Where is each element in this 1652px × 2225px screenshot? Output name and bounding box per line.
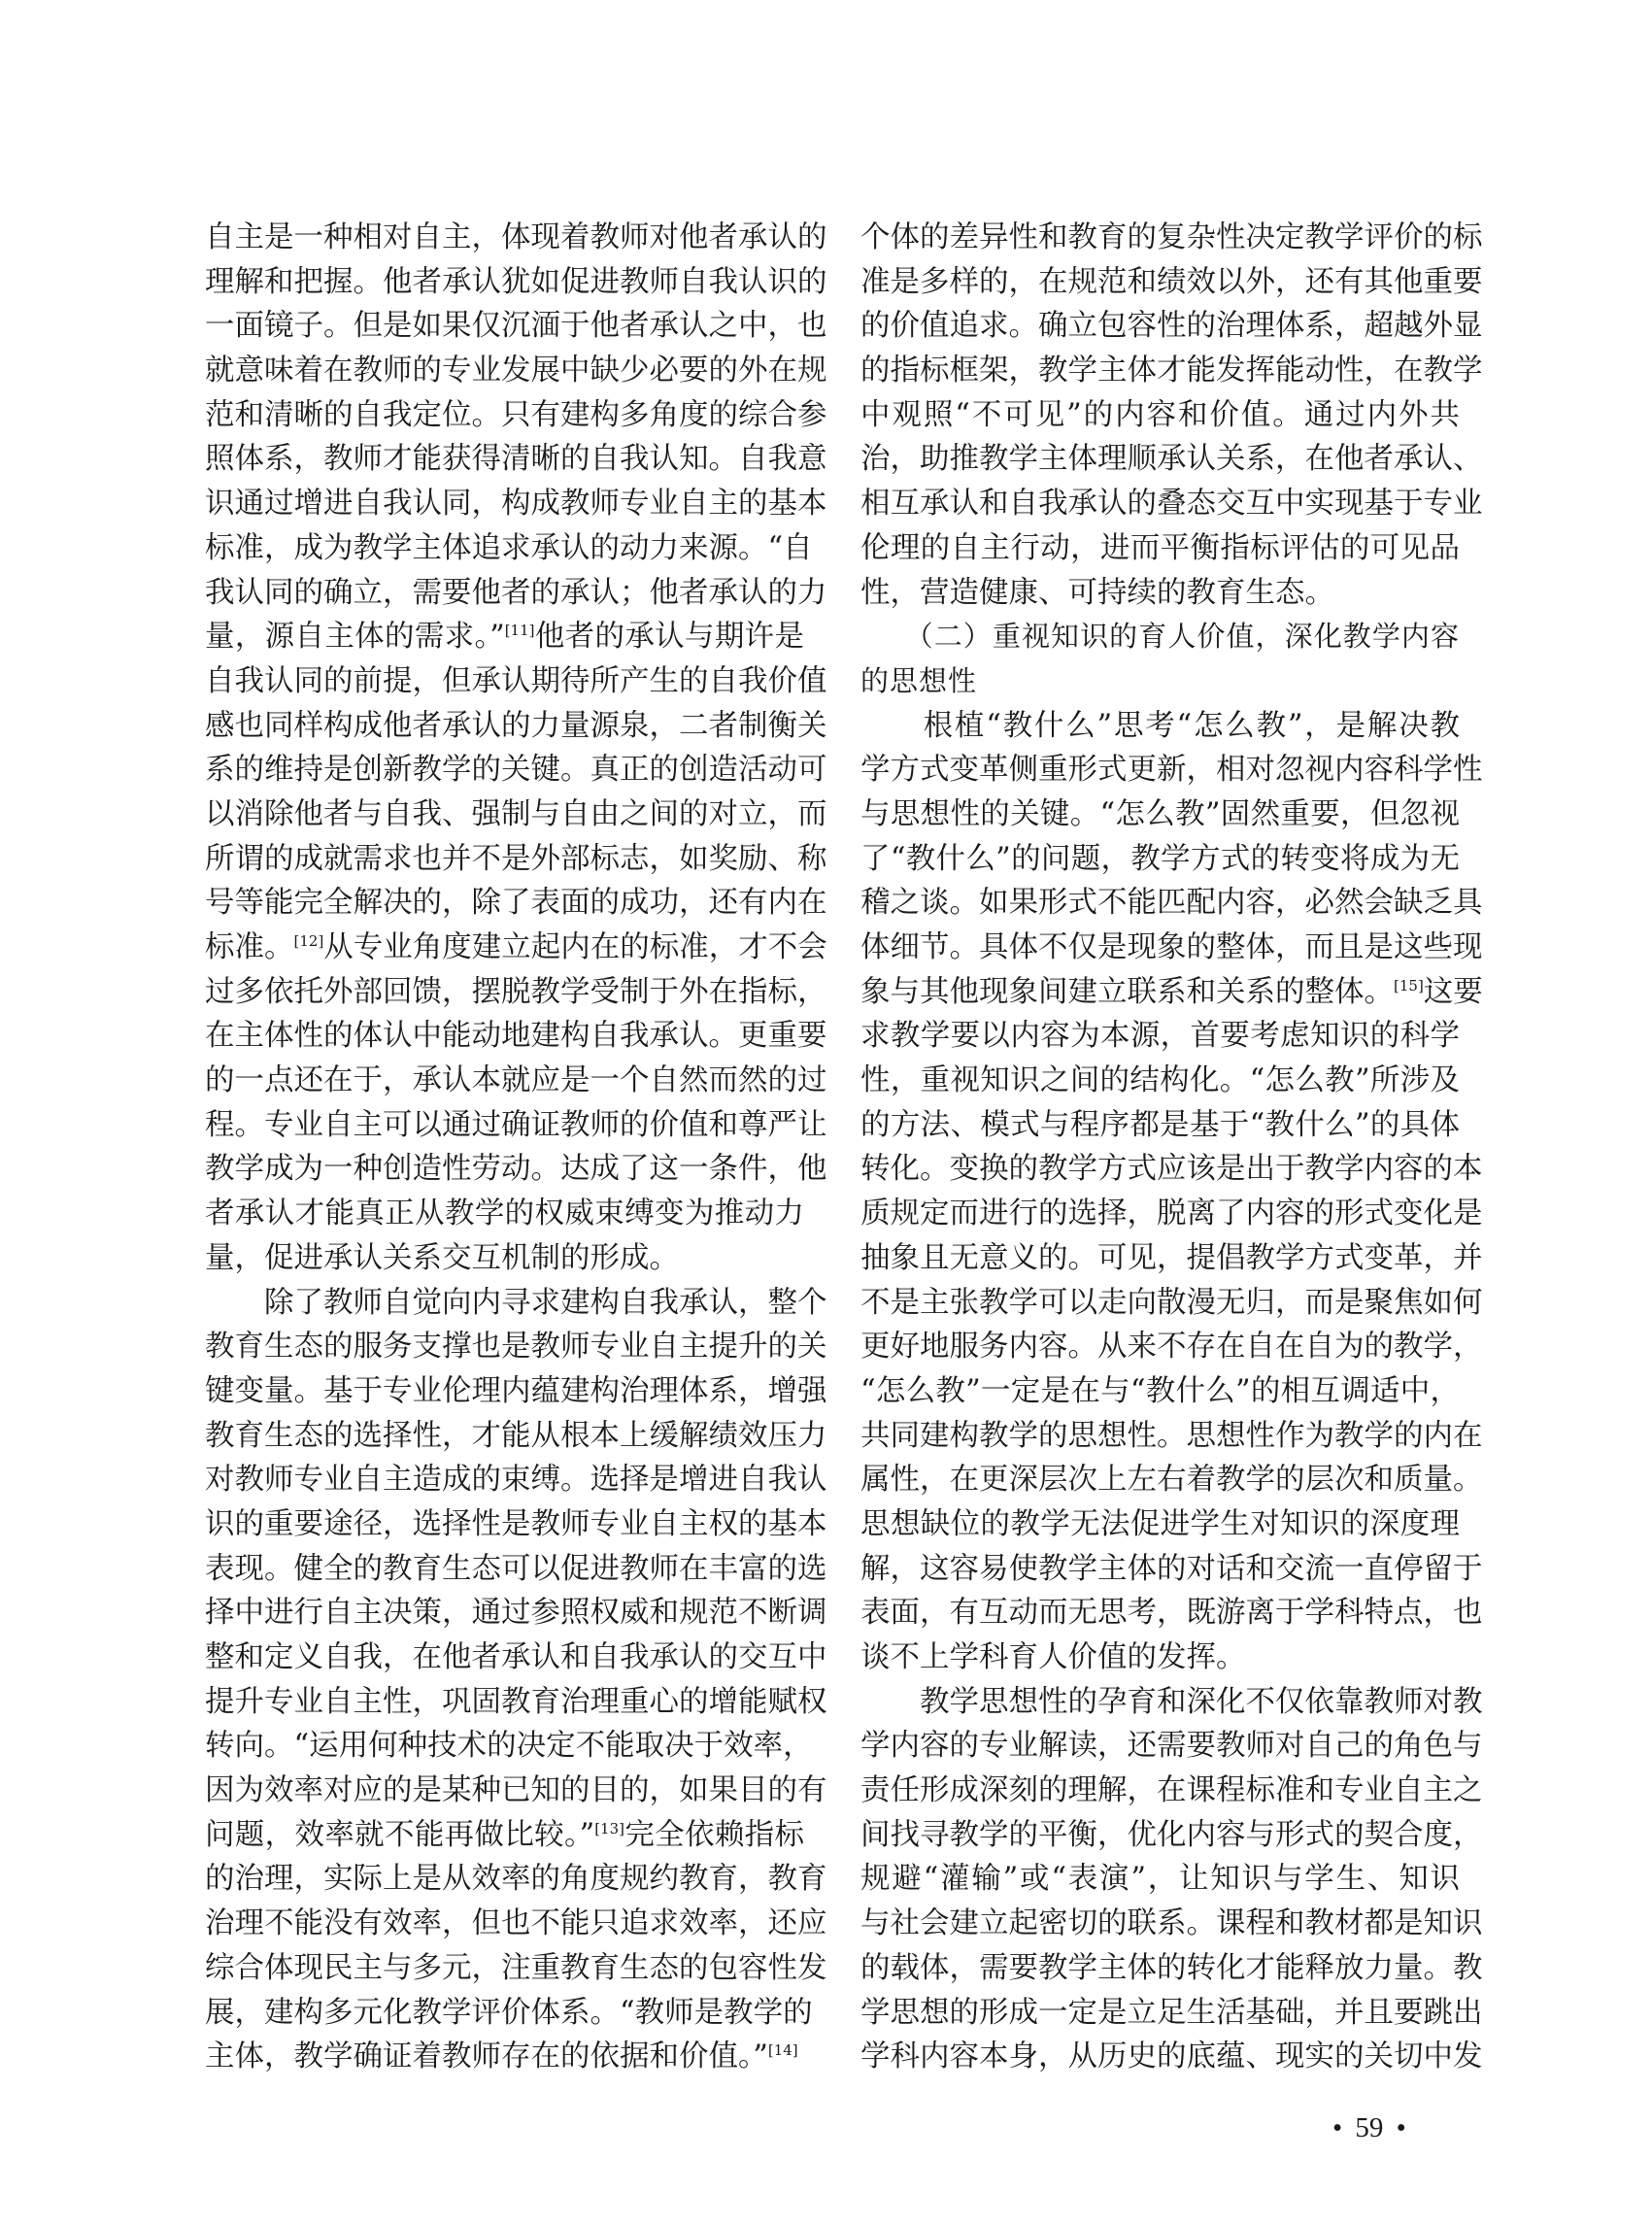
text-line: 象与其他现象间建立联系和关系的整体。[15]这要 (860, 974, 1483, 1009)
text-line: 提升专业自主性，巩固教育治理重心的增能赋权 (205, 1684, 827, 1719)
text-line: 求教学要以内容为本源，首要考虑知识的科学 (860, 1019, 1460, 1054)
citation-ref: [15] (1394, 976, 1424, 995)
text-line: 主体，教学确证着教师存在的依据和价值。”[14] (205, 2040, 798, 2074)
page-number: • 59 • (1332, 2112, 1406, 2143)
text-line: 系的维持是创新教学的关键。真正的创造活动可 (205, 753, 827, 788)
text-line: 理解和把握。他者承认犹如促进教师自我认识的 (205, 264, 827, 299)
text-line: 的指标框架，教学主体才能发挥能动性，在教学 (860, 354, 1483, 388)
text-line: 择中进行自主决策，通过参照权威和规范不断调 (205, 1596, 827, 1631)
citation-ref: [13] (594, 1819, 624, 1837)
text-line: 更好地服务内容。从来不存在自在自为的教学， (860, 1330, 1483, 1365)
text-line: 属性，在更深层次上左右着教学的层次和质量。 (860, 1463, 1483, 1498)
text-line: 学科内容本身，从历史的底蕴、现实的关切中发 (860, 2040, 1483, 2074)
text-line: 伦理的自主行动，进而平衡指标评估的可见品 (860, 530, 1460, 565)
text-line: 标准。[12]从专业角度建立起内在的标准，才不会 (205, 930, 827, 964)
text-line: 学方式变革侧重形式更新，相对忽视内容科学性 (860, 753, 1483, 788)
text-line: 教学思想性的孕育和深化不仅依靠教师对教 (860, 1684, 1483, 1719)
text-line: 量，源自主体的需求。”[11]他者的承认与期许是 (205, 620, 805, 655)
text-line: 以消除他者与自我、强制与自由之间的对立，而 (205, 796, 827, 831)
text-line: 号等能完全解决的，除了表面的成功，还有内在 (205, 886, 827, 921)
text-line: 因为效率对应的是某种已知的目的，如果目的有 (205, 1773, 827, 1808)
text-line: 谈不上学科育人价值的发挥。 (860, 1640, 1246, 1674)
text-line: 不是主张教学可以走向散漫无归，而是聚焦如何 (860, 1285, 1483, 1320)
text-line: 学思想的形成一定是立足生活基础，并且要跳出 (860, 1995, 1483, 2030)
text-line: 表现。健全的教育生态可以促进教师在丰富的选 (205, 1551, 827, 1586)
text-line: 抽象且无意义的。可见，提倡教学方式变革，并 (860, 1240, 1483, 1275)
text-line: 解，这容易使教学主体的对话和交流一直停留于 (860, 1551, 1483, 1586)
text-line: 中观照“不可见”的内容和价值。通过内外共 (860, 397, 1460, 432)
text-line: 展，建构多元化教学评价体系。“教师是教学的 (205, 1995, 813, 2030)
text-line: 程。专业自主可以通过确证教师的价值和尊严让 (205, 1107, 827, 1142)
text-line: 治，助推教学主体理顺承认关系，在他者承认、 (860, 442, 1483, 477)
text-line: 照体系，教师才能获得清晰的自我认知。自我意 (205, 442, 827, 477)
text-line: 在主体性的体认中能动地建构自我承认。更重要 (205, 1019, 827, 1054)
text-line: 教育生态的服务支撑也是教师专业自主提升的关 (205, 1330, 827, 1365)
section-heading-line: 的思想性 (860, 663, 978, 697)
citation-ref: [11] (504, 622, 535, 640)
text-line: 与思想性的关键。“怎么教”固然重要，但忽视 (860, 796, 1460, 831)
text-line: 识的重要途径，选择性是教师专业自主权的基本 (205, 1506, 827, 1541)
text-line: 键变量。基于专业伦理内蕴建构治理体系，增强 (205, 1373, 827, 1408)
text-line: 思想缺位的教学无法促进学生对知识的深度理 (860, 1506, 1460, 1541)
citation-ref: [12] (293, 931, 324, 950)
text-line: 自我认同的前提，但承认期待所产生的自我价值 (205, 663, 827, 698)
text-line: 规避“灌输”或“表演”，让知识与学生、知识 (860, 1862, 1460, 1897)
left-text-column (205, 216, 827, 2079)
text-line: 识通过增进自我认同，构成教师专业自主的基本 (205, 487, 827, 522)
text-line: “怎么教”一定是在与“教什么”的相互调适中， (860, 1373, 1460, 1408)
text-line: 相互承认和自我承认的叠态交互中实现基于专业 (860, 487, 1483, 522)
text-line: 个体的差异性和教育的复杂性决定教学评价的标 (860, 220, 1483, 254)
text-line: 了“教什么”的问题，教学方式的转变将成为无 (860, 841, 1460, 876)
text-line: 间找寻教学的平衡，优化内容与形式的契合度， (860, 1817, 1483, 1852)
text-line: 与社会建立起密切的联系。课程和教材都是知识 (860, 1906, 1483, 1941)
text-line: 转化。变换的教学方式应该是出于教学内容的本 (860, 1152, 1483, 1187)
text-line: 综合体现民主与多元，注重教育生态的包容性发 (205, 1950, 827, 1985)
text-line: 的方法、模式与程序都是基于“教什么”的具体 (860, 1107, 1460, 1142)
text-line: 过多依托外部回馈，摆脱教学受制于外在指标， (205, 974, 827, 1009)
text-line: 表面，有互动而无思考，既游离于学科特点，也 (860, 1596, 1483, 1631)
text-line: 范和清晰的自我定位。只有建构多角度的综合参 (205, 397, 827, 432)
text-line: 我认同的确立，需要他者的承认；他者承认的力 (205, 575, 827, 610)
text-line: 性，营造健康、可持续的教育生态。 (860, 575, 1334, 610)
text-line: 标准，成为教学主体追求承认的动力来源。“自 (205, 530, 813, 565)
text-line: 的载体，需要教学主体的转化才能释放力量。教 (860, 1950, 1483, 1985)
text-line: 对教师专业自主造成的束缚。选择是增进自我认 (205, 1463, 827, 1498)
text-line: 教学成为一种创造性劳动。达成了这一条件，他 (205, 1152, 827, 1187)
text-line: 整和定义自我，在他者承认和自我承认的交互中 (205, 1640, 827, 1674)
text-line: 的价值追求。确立包容性的治理体系，超越外显 (860, 309, 1483, 344)
text-line: 问题，效率就不能再做比较。”[13]完全依赖指标 (205, 1817, 805, 1852)
text-line: 的一点还在于，承认本就应是一个自然而然的过 (205, 1063, 827, 1098)
text-line: 就意味着在教师的专业发展中缺少必要的外在规 (205, 354, 827, 388)
text-line: 性，重视知识之间的结构化。“怎么教”所涉及 (860, 1063, 1460, 1098)
text-line: 除了教师自觉向内寻求建构自我承认，整个 (205, 1285, 827, 1320)
text-line: 量，促进承认关系交互机制的形成。 (205, 1240, 679, 1275)
text-line: 者承认才能真正从教学的权威束缚变为推动力 (205, 1197, 804, 1231)
text-line: 责任形成深刻的理解，在课程标准和专业自主之 (860, 1773, 1483, 1808)
section-heading-line: （二）重视知识的育人价值，深化教学内容 (860, 620, 1460, 654)
citation-ref: [14] (767, 2041, 798, 2060)
text-line: 感也同样构成他者承认的力量源泉，二者制衡关 (205, 708, 827, 743)
right-text-column (860, 216, 1483, 2079)
text-line: 的治理，实际上是从效率的角度规约教育，教育 (205, 1862, 827, 1897)
text-line: 准是多样的，在规范和绩效以外，还有其他重要 (860, 264, 1483, 299)
text-line: 根植“教什么”思考“怎么教”，是解决教 (860, 708, 1460, 743)
text-line: 质规定而进行的选择，脱离了内容的形式变化是 (860, 1197, 1483, 1231)
text-line: 体细节。具体不仅是现象的整体，而且是这些现 (860, 930, 1483, 964)
text-line: 一面镜子。但是如果仅沉湎于他者承认之中，也 (205, 309, 827, 344)
text-line: 转向。“运用何种技术的决定不能取决于效率， (205, 1729, 813, 1764)
text-line: 共同建构教学的思想性。思想性作为教学的内在 (860, 1418, 1483, 1453)
text-line: 稽之谈。如果形式不能匹配内容，必然会缺乏具 (860, 886, 1483, 921)
text-line: 教育生态的选择性，才能从根本上缓解绩效压力 (205, 1418, 827, 1453)
text-line: 学内容的专业解读，还需要教师对自己的角色与 (860, 1729, 1483, 1764)
text-line: 所谓的成就需求也并不是外部标志，如奖励、称 (205, 841, 827, 876)
text-line: 治理不能没有效率，但也不能只追求效率，还应 (205, 1906, 827, 1941)
text-line: 自主是一种相对自主，体现着教师对他者承认的 (205, 220, 827, 254)
